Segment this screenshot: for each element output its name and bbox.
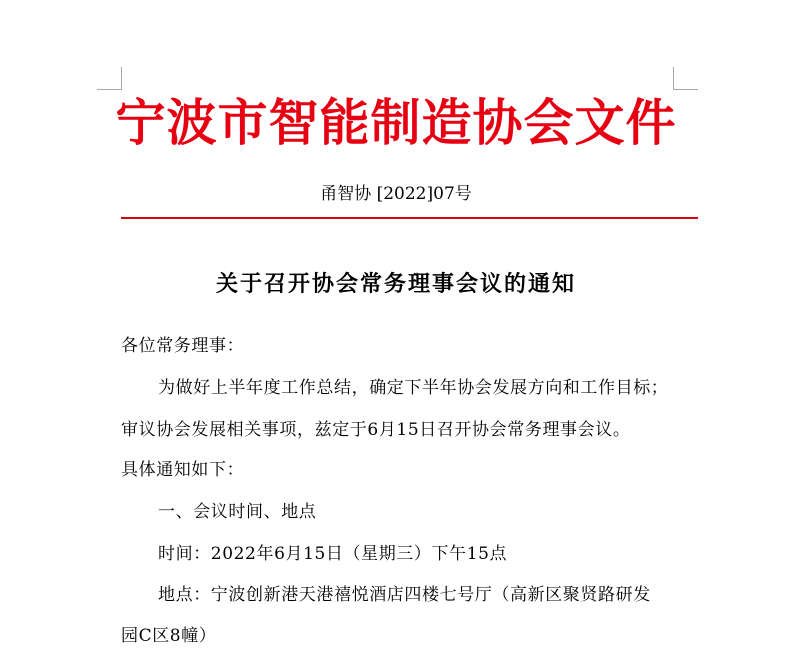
body-line-1: 为做好上半年度工作总结，确定下半年协会发展方向和工作目标； xyxy=(158,378,669,398)
body-line-3: 具体通知如下： xyxy=(121,460,245,480)
notice-title: 关于召开协会常务理事会议的通知 xyxy=(215,271,576,297)
section-heading-time-location: 一、会议时间、地点 xyxy=(158,502,317,522)
margin-corner-mark-right xyxy=(673,67,698,90)
meeting-location: 地点：宁波创新港天港禧悦酒店四楼七号厅（高新区聚贤路研发 xyxy=(158,585,651,605)
body-line-2: 审议协会发展相关事项，兹定于6月15日召开协会常务理事会议。 xyxy=(121,420,631,440)
margin-corner-mark-left xyxy=(97,67,122,90)
salutation: 各位常务理事： xyxy=(121,336,245,356)
meeting-location-continued: 园C区8幢） xyxy=(121,626,217,646)
document-number: 甬智协 [2022]07号 xyxy=(320,184,472,204)
red-divider-rule xyxy=(121,217,698,219)
header-title: 宁波市智能制造协会文件 xyxy=(115,94,677,152)
meeting-time: 时间：2022年6月15日（星期三）下午15点 xyxy=(158,544,508,564)
